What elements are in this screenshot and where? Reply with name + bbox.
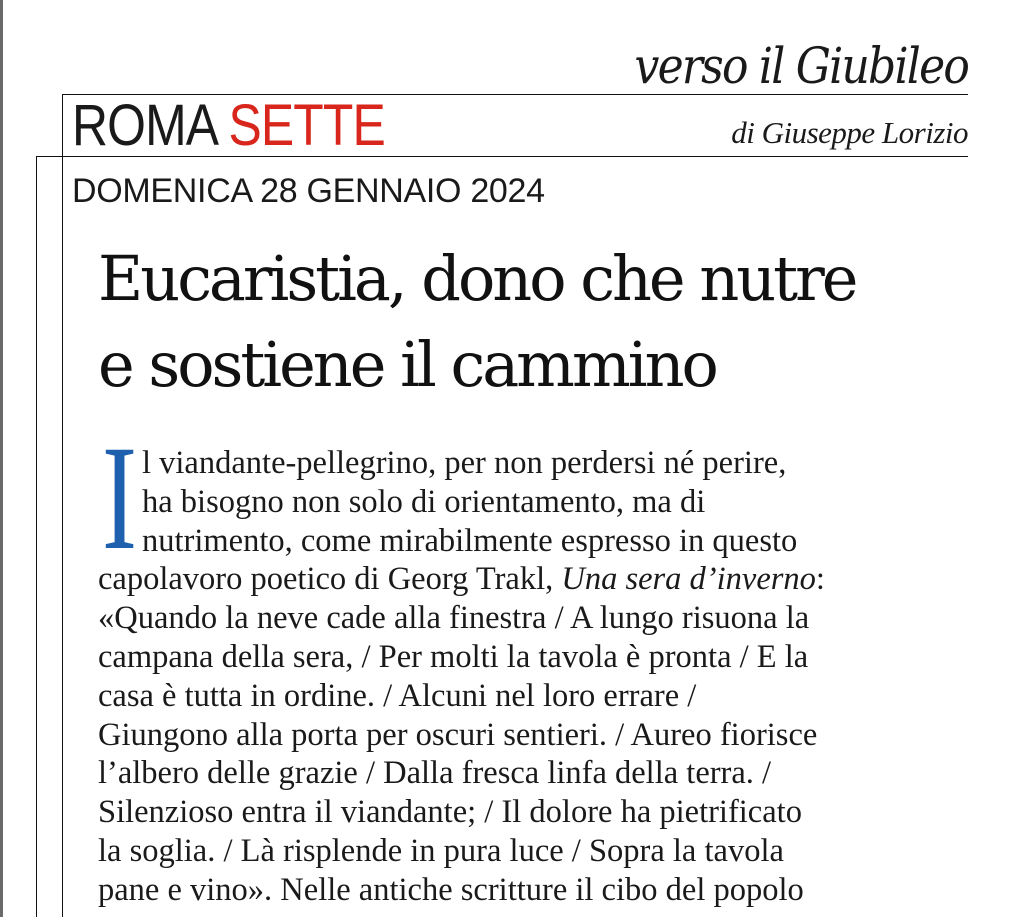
poem-title: Una sera d’inverno bbox=[561, 561, 816, 598]
punctuation: : bbox=[815, 561, 825, 598]
body-line: nutrimento, come mirabilmente espresso in questo bbox=[142, 522, 798, 559]
section-name bbox=[72, 88, 385, 164]
body-text-span: capolavoro poetico di Georg Trakl, bbox=[98, 561, 562, 598]
page-edge bbox=[0, 0, 3, 917]
frame-rule bbox=[36, 156, 37, 917]
body-line: pane e vino». Nelle antiche scritture il cibo del popolo bbox=[98, 871, 804, 908]
byline: di Giuseppe Lorizio bbox=[731, 115, 968, 150]
frame-rule bbox=[62, 94, 63, 917]
body-line: la soglia. / Là risplende in pura luce / Sopra la tavola bbox=[98, 832, 784, 869]
headline-line: e sostiene il cammino bbox=[98, 328, 716, 401]
body-line: casa è tutta in ordine. / Alcuni nel loro errare / bbox=[98, 677, 697, 714]
headline-line: Eucaristia, dono che nutre bbox=[98, 242, 856, 315]
article-body bbox=[98, 444, 968, 910]
body-line: l’albero delle grazie / Dalla fresca linfa della terra. / bbox=[98, 755, 772, 792]
section-name-part2: SETTE bbox=[228, 93, 385, 158]
body-line bbox=[98, 560, 968, 599]
body-line: Giungono alla porta per oscuri sentieri. / Aureo fiorisce bbox=[98, 716, 818, 753]
body-line: l viandante-pellegrino, per non perdersi né perire, bbox=[142, 445, 787, 481]
drop-cap: I bbox=[102, 415, 137, 581]
section-name-part1: ROMA bbox=[72, 93, 216, 158]
dateline: DOMENICA 28 GENNAIO 2024 bbox=[72, 172, 545, 210]
body-line: «Quando la neve cade alla finestra / A lungo risuona la bbox=[98, 600, 810, 637]
body-line: campana della sera, / Per molti la tavola è pronta / E la bbox=[98, 638, 809, 675]
body-line: Silenzioso entra il viandante; / Il dolore ha pietrificato bbox=[98, 794, 802, 831]
headline bbox=[98, 236, 998, 408]
column-kicker: verso il Giubileo bbox=[634, 37, 968, 95]
body-line: ha bisogno non solo di orientamento, ma di bbox=[142, 483, 706, 520]
